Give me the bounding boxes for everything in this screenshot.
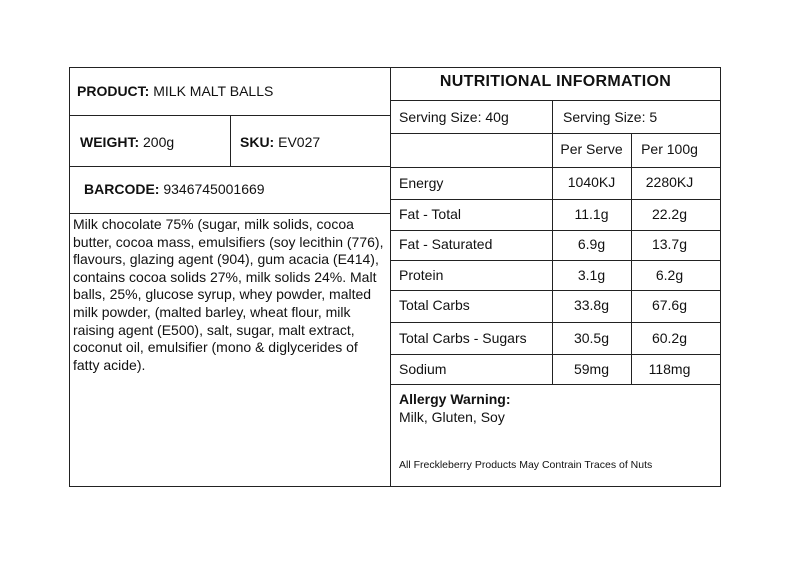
product-field	[77, 83, 273, 99]
divider-barcode	[69, 213, 390, 214]
ingredients-text: Milk chocolate 75% (sugar, milk solids, cocoa butter, cocoa mass, emulsifiers (soy lecithin (776), flavours, glazing agent (904), gum acacia (E414), contains cocoa solids 27%, milk solids 24%. Malt balls, 25%, glucose syrup, whey powder, malted milk powder, (malted barley, wheat flour, milk raising agent (E500), salt, sugar, malt extract, coconut oil, emulsifier (mono & diglycerides of fatty acide).	[73, 216, 384, 373]
allergy-warning-value: Milk, Gluten, Soy	[399, 409, 505, 425]
row-name: Fat - Saturated	[399, 236, 493, 252]
divider-header-row	[390, 167, 721, 168]
center-divider	[390, 67, 391, 487]
row-name: Energy	[399, 175, 444, 191]
per-100g-value: 2280KJ	[645, 174, 694, 190]
column-header-per-100g: Per 100g	[641, 141, 698, 157]
per-100g-value: 67.6g	[651, 297, 688, 313]
divider-row-sodium	[390, 384, 721, 385]
row-name: Protein	[399, 267, 444, 283]
per-serve-value: 1040KJ	[567, 174, 616, 190]
per-100g-value: 13.7g	[651, 236, 688, 252]
weight-value: 200g	[143, 134, 175, 150]
traces-note: All Freckleberry Products May Contrain Traces of Nuts	[399, 459, 653, 471]
sku-label: SKU:	[240, 134, 275, 150]
per-serve-value: 33.8g	[573, 297, 610, 313]
per-100g-value: 60.2g	[651, 330, 688, 346]
nutrition-title: NUTRITIONAL INFORMATION	[439, 73, 672, 90]
divider-col1	[552, 133, 553, 384]
serving-size: Serving Size: 40g	[399, 109, 509, 125]
weight-field	[80, 134, 174, 150]
per-serve-value: 11.1g	[574, 206, 609, 222]
barcode-label: BARCODE:	[84, 181, 160, 197]
divider-row-energy	[390, 199, 721, 200]
divider-title	[390, 100, 721, 101]
barcode-value: 9346745001669	[163, 181, 265, 197]
product-value: MILK MALT BALLS	[153, 83, 274, 99]
row-name: Sodium	[399, 361, 447, 377]
per-100g-value: 22.2g	[651, 206, 688, 222]
weight-label: WEIGHT:	[80, 134, 140, 150]
column-header-per-serve: Per Serve	[560, 141, 623, 157]
divider-row-carbs	[390, 322, 721, 323]
allergy-warning-label: Allergy Warning:	[399, 391, 511, 407]
per-100g-value: 6.2g	[655, 267, 684, 283]
divider-weight-sku	[230, 115, 231, 166]
row-name: Total Carbs - Sugars	[399, 330, 527, 346]
divider-row-fat	[390, 230, 721, 231]
sku-field	[240, 134, 320, 150]
row-name: Fat - Total	[399, 206, 461, 222]
divider-col2	[631, 133, 632, 384]
row-name: Total Carbs	[399, 297, 470, 313]
divider-weight	[69, 166, 390, 167]
per-serve-value: 59mg	[573, 361, 610, 377]
divider-row-sugars	[390, 354, 721, 355]
per-serve-value: 30.5g	[573, 330, 610, 346]
divider-row-protein	[390, 290, 721, 291]
divider-row-sat	[390, 260, 721, 261]
product-label: PRODUCT:	[77, 83, 150, 99]
barcode-field	[84, 181, 265, 197]
per-100g-value: 118mg	[648, 361, 691, 377]
divider-serving-mid	[552, 100, 553, 133]
per-serve-value: 6.9g	[577, 236, 606, 252]
servings-per-pack: Serving Size: 5	[563, 109, 658, 125]
sku-value: EV027	[278, 134, 321, 150]
divider-serving	[390, 133, 721, 134]
per-serve-value: 3.1g	[577, 267, 606, 283]
